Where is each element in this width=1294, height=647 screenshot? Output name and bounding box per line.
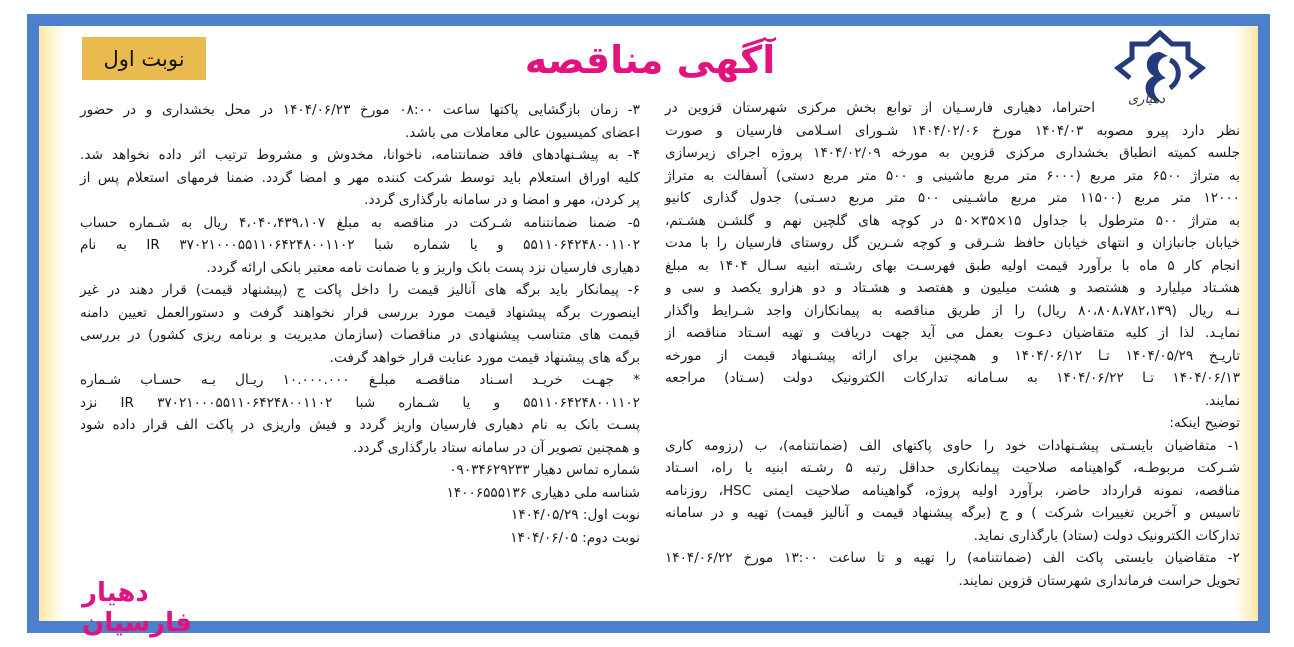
text-line: و همچنین تصویر آن در سامانه ستاد بارگذاری گردد.	[353, 439, 640, 456]
text-line: اعضای کمیسیون عالی معاملات می باشد.	[404, 124, 640, 141]
text-line: هشـتاد میلیارد و هشتصد و هشت میلیون و هفتصد و هشـتاد و دو هزارو یکصد و سی و	[665, 280, 1240, 296]
text-line: مناقصه، نمونه قرارداد حاضر، برآورد اولیه پروژه، گواهینامه صلاحیت ایمنی HSC، روزنامه	[665, 482, 1240, 499]
text-line: کلیه اوراق استعلام باید توسط شرکت کننده مهر و امضا گردد. ضمنا فرمهای استعلام پس از	[80, 169, 640, 186]
left-column-text	[80, 99, 640, 549]
paragraph	[80, 504, 640, 527]
text-line: اینصورت برگه پیشنهاد قیمت مورد بررسی قرار نخواهند گرفت و دستورالعمل تعیین دامنه	[80, 304, 640, 321]
text-line: ۱۲۰۰۰ متر مربع (۱۱۵۰۰ متر مربع ماشـینی ۵۰۰ متر مربع دسـتی) جدول گذاری کانیو	[665, 190, 1240, 206]
paragraph	[80, 144, 640, 212]
logo-text: دهیاری	[1128, 92, 1165, 107]
paragraph	[80, 279, 640, 369]
text-line: شـرکت مربوطـه، گواهینامه صلاحیت پیمانکاری حداقل رتبه ۵ رشـته ابنیه یا راه، اسـتاد	[665, 460, 1240, 476]
text-line: انجام کار ۵ ماه با برآورد قیمت اولیه طبق فهرسـت بهای رشـته ابنیه سـال ۱۴۰۴ به مبلغ	[665, 257, 1240, 274]
text-line: توضیح اینکه:	[1169, 415, 1240, 431]
text-line: ۱- متقاضیان بایسـتی پیشـنهادات خود را حاوی پاکتهای الف (ضمانتنامه)، ب (رزومه کاری	[665, 437, 1240, 454]
text-line: تاسیس و آخرین تغییرات شرکت ) و ج (برگه پیشنهاد قیمت و آنالیز قیمت) تهیه و در سامانه	[665, 505, 1240, 521]
text-line: نمایند.	[1204, 392, 1240, 409]
paragraph	[80, 99, 640, 144]
text-line: پر کردن، مهر و امضا و در سامانه بارگذاری گردد.	[364, 192, 640, 208]
text-line: به متراژ ۶۵۰۰ متر مربع (۶۰۰۰ متر مربع ماشینی و ۵۰۰ متر مربع دستی) آسفالت به متراژ	[665, 167, 1241, 184]
text-line: نظر دارد پیرو مصوبه ۱۴۰۴/۰۳ مورخ ۱۴۰۴/۰۲/۰۶ شـورای اسـلامی فارسیان و صورت	[665, 122, 1240, 139]
page-title: آگهی مناقصه	[524, 38, 776, 82]
paragraph	[665, 97, 1240, 412]
paragraph	[665, 435, 1240, 548]
text-line: ۴- به پیشـنهادهای فاقد ضمانتنامه، ناخوانا، مخدوش و مشروط ترتیب اثر داده نخواهد شد.	[80, 147, 640, 163]
paragraph	[80, 212, 640, 280]
right-column-text	[665, 97, 1240, 592]
text-line: ۵- ضمنا ضمانتنامه شـرکت در مناقصه به مبلغ ۴،۰۴۰،۴۳۹،۱۰۷ ریال به شـماره حساب	[80, 214, 640, 231]
text-line: ۱۴۰۴/۰۶/۱۳ تـا ۱۴۰۴/۰۶/۲۲ به سـامانه تدارکات الکترونیک دولت (سـتاد) مراجعه	[665, 370, 1240, 386]
text-line: به متراژ ۵۰۰ مترطول با جداول ۱۵×۳۵×۵۰ در کوچه های گلچین نهم و گلشـن هشـتم،	[665, 212, 1240, 229]
text-line: دهیاری فارسیان نزد پست بانک واریز و یا ضمانت نامه معتبر بانکی ارائه گردد.	[206, 259, 640, 276]
text-line: نوبت دوم: ۱۴۰۴/۰۶/۰۵	[510, 529, 640, 546]
text-line: شماره تماس دهیار ۰۹۰۳۴۶۲۹۲۳۳	[449, 462, 640, 478]
paragraph	[665, 412, 1240, 435]
text-line: ۵۵۱۱۰۶۴۲۴۸۰۰۱۱۰۲ و یا شماره شبا ۳۷۰۲۱۰۰۰۵۵۱۱۰۶۴۲۴۸۰۰۱۱۰۲ IR به نام	[80, 237, 640, 253]
text-line: خیابان جانبازان و انتهای خیابان حافظ شـرقی و کوچه شـرین گل روستای فارسیان را با مدت	[665, 235, 1240, 251]
paragraph	[80, 527, 640, 550]
paragraph	[80, 369, 640, 459]
text-line: تدارکات الکترونیک دولت (ستاد) بارگذاری نماید.	[973, 527, 1240, 544]
paragraph	[80, 482, 640, 505]
text-line: شناسه ملی دهیاری ۱۴۰۰۶۵۵۵۱۳۶	[446, 484, 640, 501]
text-line: نوبت اول: ۱۴۰۴/۰۵/۲۹	[511, 507, 640, 523]
text-line: نمایـد. لذا از کلیه متقاضیان دعـوت بعمل می آید جهت دریافت و تهیه اسـتاد مناقصه از	[665, 325, 1240, 341]
text-line: ۶- پیمانکار باید برگه های آنالیز قیمت را داخل پاکت ج (پیشنهاد قیمت) قرار دهند در غیر	[80, 282, 640, 298]
text-line: قیمت های متناسب پیشنهادی در مناقصات (سازمان مدیریت و برنامه ریزی کشور) در بررسی	[80, 327, 640, 343]
text-line: ۲- متقاضیان بایستی پاکت الف (ضمانتنامه) را تهیه و تا ساعت ۱۳:۰۰ مورخ ۱۴۰۴/۰۶/۲۲	[665, 550, 1240, 566]
text-line: * جهـت خریـد اسـناد مناقصـه مبلـغ ۱۰.۰۰۰.۰۰۰ ریـال بـه حسـاب شـماره	[80, 372, 640, 388]
text-line: احتراما، دهیاری فارسـیان از توابع بخش مرکزی شهرستان قزوین در	[665, 100, 1095, 116]
decorative-strip-left	[39, 26, 65, 621]
text-line: تحویل حراست فرمانداری شهرستان قزوین نمایند.	[958, 572, 1240, 589]
text-line: ۵۵۱۱۰۶۴۲۴۸۰۰۱۱۰۲ و یا شـماره شبا ۳۷۰۲۱۰۰۰۵۵۱۱۰۶۴۲۴۸۰۰۱۱۰۲ IR نزد	[80, 394, 640, 411]
paragraph	[665, 547, 1240, 592]
signature: دهیار فارسیان	[82, 578, 192, 638]
text-line: جلسه کمیته انطباق بخشداری مرکزی قزوین به مورخه ۱۴۰۴/۰۲/۰۹ پروژه اجرای زیرسازی	[665, 145, 1240, 161]
text-line: تاریـخ ۱۴۰۴/۰۵/۲۹ تـا ۱۴۰۴/۰۶/۱۲ و همچنین برای ارائه پیشـنهاد قیمت از مورخه	[665, 347, 1240, 364]
publication-round-badge: نوبت اول	[82, 37, 206, 80]
text-line: برگه های پیشنهاد قیمت مورد عنایت قرار خواهد گرفت.	[329, 349, 640, 366]
text-line: پسـت بانک به نام دهیاری فارسیان واریز گردد و فیش واریزی در پاکت الف قرار داده شود	[80, 417, 640, 433]
paragraph	[80, 459, 640, 482]
text-line: ۳- زمان بازگشایی پاکتها ساعت ۰۸:۰۰ مورخ ۱۴۰۴/۰۶/۲۳ در محل بخشداری و در حضور	[80, 102, 640, 118]
text-line: نـه ریال (۸۰،۸۰۸،۷۸۲،۱۳۹ ریال) را از طریق مناقصه به پیمانکاران واجد شـرایط واگذار	[665, 302, 1240, 319]
